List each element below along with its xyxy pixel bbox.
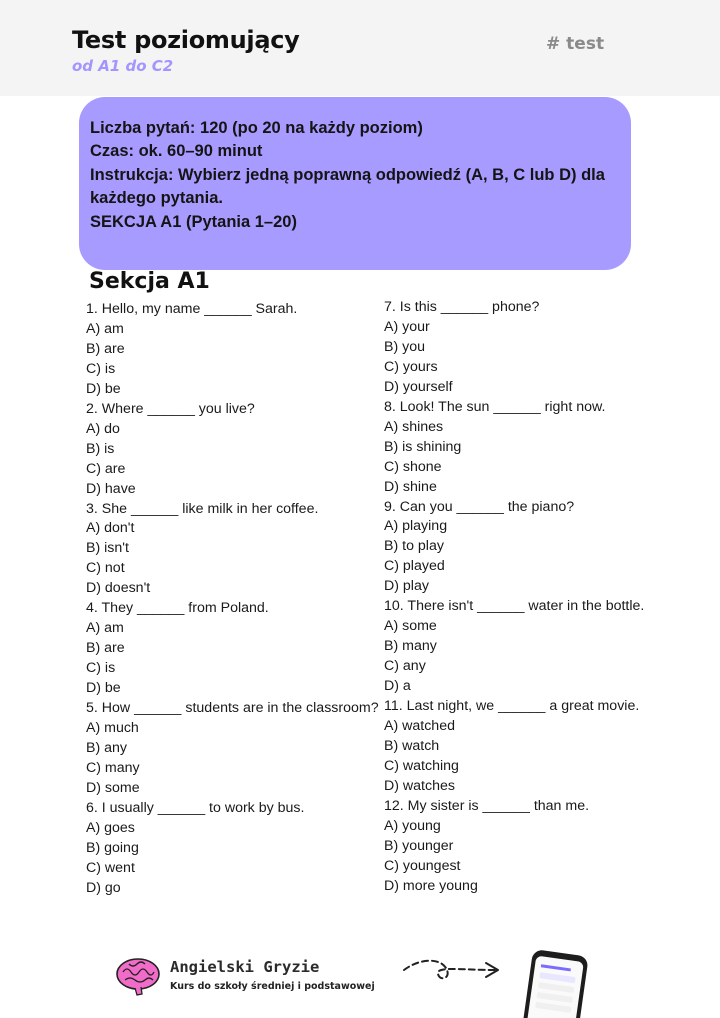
answer-option: C) went — [86, 859, 135, 876]
answer-option: B) to play — [384, 538, 444, 555]
answer-option: B) watch — [384, 737, 440, 754]
answer-option: D) be — [86, 380, 121, 397]
answer-option: B) is — [86, 440, 115, 457]
answer-option: A) goes — [86, 819, 135, 836]
question-text: 1. Hello, my name ______ Sarah. — [86, 301, 298, 317]
info-section-label: SEKCJA A1 (Pytania 1–20) — [90, 212, 297, 231]
answer-option: C) watching — [384, 757, 459, 774]
answer-option: C) many — [86, 759, 140, 776]
question-text: 6. I usually ______ to work by bus. — [86, 799, 305, 816]
question-block — [86, 699, 386, 799]
question-block — [384, 298, 654, 398]
answer-option: D) more young — [384, 877, 478, 894]
answer-option: D) be — [86, 680, 121, 697]
brain-logo-icon — [115, 954, 161, 996]
question-text: 11. Last night, we ______ a great movie. — [384, 698, 640, 715]
answer-option: D) go — [86, 879, 121, 896]
answer-option: C) are — [86, 460, 126, 477]
page-title: Test poziomujący — [72, 26, 300, 54]
info-instruction: Instrukcja: Wybierz jedną poprawną odpowiedź (A, B, C lub D) dla — [90, 165, 605, 184]
answer-option: B) is shining — [384, 438, 462, 455]
answer-option: D) have — [86, 480, 136, 497]
answer-option: A) playing — [384, 518, 448, 535]
answer-option: C) is — [86, 660, 116, 677]
answer-option: C) yours — [384, 358, 438, 375]
answer-option: C) youngest — [384, 857, 461, 874]
question-text: 4. They ______ from Poland. — [86, 600, 269, 617]
question-block — [384, 498, 654, 598]
answer-option: C) is — [86, 360, 116, 377]
question-block — [86, 400, 386, 500]
question-text: 3. She ______ like milk in her coffee. — [86, 500, 319, 517]
question-block — [384, 697, 654, 797]
answer-option: A) your — [384, 318, 430, 335]
brand-name: Angielski Gryzie — [170, 958, 320, 976]
header-band — [0, 0, 720, 96]
question-block — [86, 799, 386, 899]
answer-option: C) shone — [384, 458, 442, 475]
answer-option: B) younger — [384, 837, 454, 854]
question-text: 8. Look! The sun ______ right now. — [384, 398, 606, 415]
answer-option: B) are — [86, 640, 125, 657]
answer-option: A) do — [86, 420, 120, 437]
answer-option: A) am — [86, 620, 124, 637]
question-block — [86, 599, 386, 699]
question-block — [384, 797, 654, 897]
answer-option: A) watched — [384, 718, 455, 735]
answer-option: C) not — [86, 560, 125, 577]
answer-option: B) isn't — [86, 540, 129, 557]
question-text: 12. My sister is ______ than me. — [384, 797, 590, 814]
answer-option: B) you — [384, 338, 426, 355]
answer-option: D) a — [384, 678, 411, 695]
answer-option: A) am — [86, 320, 124, 337]
answer-option: A) young — [384, 817, 441, 834]
answer-option: C) any — [384, 658, 426, 675]
questions-column-right — [384, 298, 654, 897]
answer-option: A) much — [86, 720, 139, 737]
answer-option: D) play — [384, 578, 429, 595]
question-text: 2. Where ______ you live? — [86, 400, 255, 417]
answer-option: B) any — [86, 739, 128, 756]
answer-option: A) shines — [384, 418, 444, 435]
answer-option: D) shine — [384, 478, 437, 495]
page-subtitle: od A1 do C2 — [72, 57, 174, 75]
question-block — [86, 300, 386, 400]
info-instruction-cont: każdego pytania. — [90, 189, 223, 208]
answer-option: D) some — [86, 779, 140, 796]
info-time: Czas: ok. 60–90 minut — [90, 142, 263, 161]
question-text: 9. Can you ______ the piano? — [384, 498, 575, 515]
question-text: 7. Is this ______ phone? — [384, 299, 540, 315]
question-text: 5. How ______ students are in the classroom? — [86, 700, 379, 717]
info-question-count: Liczba pytań: 120 (po 20 na każdy poziom) — [90, 119, 423, 137]
brand-tagline: Kurs do szkoły średniej i podstawowej — [170, 981, 375, 992]
answer-option: C) played — [384, 558, 445, 575]
question-block — [384, 597, 654, 697]
section-title: Sekcja A1 — [89, 269, 210, 294]
curly-arrow-icon — [400, 956, 504, 986]
question-block — [86, 500, 386, 600]
answer-option: B) many — [384, 638, 437, 655]
answer-option: D) yourself — [384, 378, 453, 395]
answer-option: B) going — [86, 839, 139, 856]
hashtag-label: # test — [546, 34, 605, 54]
answer-option: A) some — [384, 618, 437, 635]
smartphone-icon — [510, 948, 594, 1018]
answer-option: D) doesn't — [86, 580, 151, 597]
questions-column-left — [86, 300, 386, 899]
info-box — [79, 97, 631, 270]
question-block — [384, 398, 654, 498]
question-text: 10. There isn't ______ water in the bottle. — [384, 598, 645, 615]
answer-option: D) watches — [384, 777, 455, 794]
answer-option: A) don't — [86, 520, 135, 537]
answer-option: B) are — [86, 340, 125, 357]
